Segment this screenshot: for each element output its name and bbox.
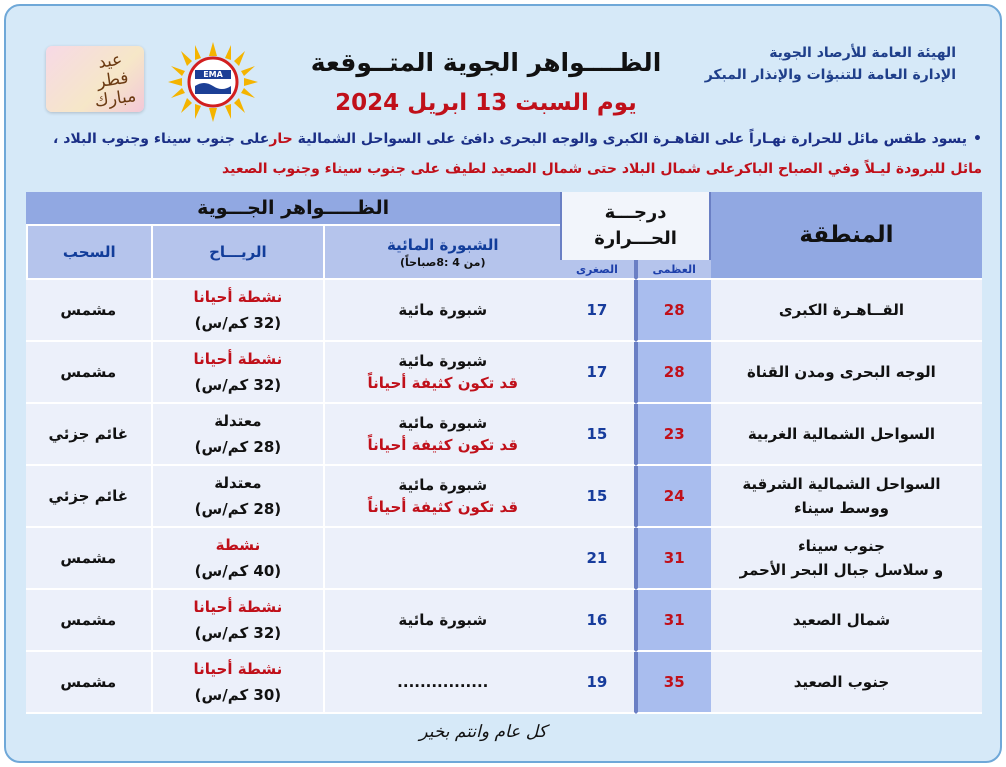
wind-cell: نشطة أحيانا (30 كم/س) (151, 652, 324, 714)
fog-cell: شبورة مائية قد تكون كثيفة أحياناً (323, 404, 560, 466)
region-cell: السواحل الشمالية الغربية (711, 404, 982, 466)
min-temp-cell: 21 (560, 528, 635, 590)
table-row (26, 404, 982, 466)
fog-cell: ................ (323, 652, 560, 714)
min-temp-cell: 15 (560, 466, 635, 528)
forecast-date: يوم السبت 13 ابريل 2024 (335, 90, 637, 116)
bulletin-frame (4, 4, 1002, 763)
header-temperature: درجـــة الحـــرارة (560, 192, 711, 260)
region-cell: الوجه البحرى ومدن القناة (711, 342, 982, 404)
region-cell: القــاهـرة الكبرى (711, 280, 982, 342)
header-min-temp: الصغرى (560, 260, 635, 280)
table-row (26, 466, 982, 528)
region-cell: السواحل الشمالية الشرقية ووسط سيناء (711, 466, 982, 528)
fog-cell (323, 528, 560, 590)
min-temp-cell: 15 (560, 404, 635, 466)
header-wind: الريـــاح (151, 226, 324, 280)
cloud-cell: مشمس (26, 342, 151, 404)
wind-cell: نشطة أحيانا (32 كم/س) (151, 342, 324, 404)
authority-line-2: الإدارة العامة للتنبؤات والإنذار المبكر (704, 67, 956, 83)
min-temp-cell: 17 (560, 280, 635, 342)
max-temp-cell: 24 (636, 466, 711, 528)
table-row (26, 342, 982, 404)
table-row (26, 280, 982, 342)
wind-cell: معتدلة (28 كم/س) (151, 404, 324, 466)
region-cell: جنوب سيناء و سلاسل جبال البحر الأحمر (711, 528, 982, 590)
svg-text:EMA: EMA (203, 70, 223, 79)
table-row (26, 652, 982, 714)
max-temp-cell: 28 (636, 342, 711, 404)
fog-cell: شبورة مائية قد تكون كثيفة أحياناً (323, 342, 560, 404)
authority-block (705, 42, 956, 86)
wind-cell: معتدلة (28 كم/س) (151, 466, 324, 528)
min-temp-cell: 16 (560, 590, 635, 652)
cloud-cell: مشمس (26, 652, 151, 714)
eid-card-text: عيد فطر مبارك (93, 49, 138, 112)
summary-line-1: •يسود طقس مائل للحرارة نهـاراً على القاهـرة الكبرى والوجه البحرى دافئ على السواحل الشمالية حارعلى جنوب سيناء وجنوب البلاد ، (53, 131, 982, 147)
page-title: الظــــواهر الجوية المتــوقعة (310, 48, 662, 77)
cloud-cell: مشمس (26, 590, 151, 652)
header-phenomena: الظـــــواهر الجـــوية (26, 192, 560, 226)
wind-cell: نشطة أحيانا (32 كم/س) (151, 280, 324, 342)
max-temp-cell: 35 (636, 652, 711, 714)
ema-sun-logo-icon (168, 42, 258, 122)
region-cell: جنوب الصعيد (711, 652, 982, 714)
cloud-cell: غائم جزئي (26, 466, 151, 528)
header-max-temp: العظمى (636, 260, 711, 280)
weather-summary (36, 124, 982, 184)
wind-cell: نشطة أحيانا (32 كم/س) (151, 590, 324, 652)
cloud-cell: مشمس (26, 528, 151, 590)
min-temp-cell: 19 (560, 652, 635, 714)
table-row (26, 528, 982, 590)
fog-cell: شبورة مائية قد تكون كثيفة أحياناً (323, 466, 560, 528)
fog-cell: شبورة مائية (323, 280, 560, 342)
fog-cell: شبورة مائية (323, 590, 560, 652)
max-temp-cell: 31 (636, 528, 711, 590)
bullet-icon: • (973, 131, 982, 147)
summary-hot-word: حار (269, 131, 293, 147)
summary-line-2: مائل للبرودة ليـلاً وفي الصباح الباكرعلى شمال البلاد حتى شمال الصعيد لطيف على جنوب سيناء وجنوب الصعيد (222, 161, 982, 177)
table-row (26, 590, 982, 652)
header-clouds: السحب (26, 226, 151, 280)
wind-cell: نشطة (40 كم/س) (151, 528, 324, 590)
cloud-cell: غائم جزئي (26, 404, 151, 466)
authority-line-1: الهيئة العامة للأرصاد الجوية (769, 45, 956, 61)
eid-greeting-card (46, 46, 144, 112)
max-temp-cell: 31 (636, 590, 711, 652)
footer-greeting: كل عام وانتم بخير (419, 722, 547, 742)
header-fog: الشبورة المائية (من 4 :8صباحاً) (323, 226, 560, 280)
min-temp-cell: 17 (560, 342, 635, 404)
cloud-cell: مشمس (26, 280, 151, 342)
region-cell: شمال الصعيد (711, 590, 982, 652)
forecast-table (26, 192, 982, 714)
header-region: المنطقة (711, 192, 982, 280)
max-temp-cell: 23 (636, 404, 711, 466)
max-temp-cell: 28 (636, 280, 711, 342)
